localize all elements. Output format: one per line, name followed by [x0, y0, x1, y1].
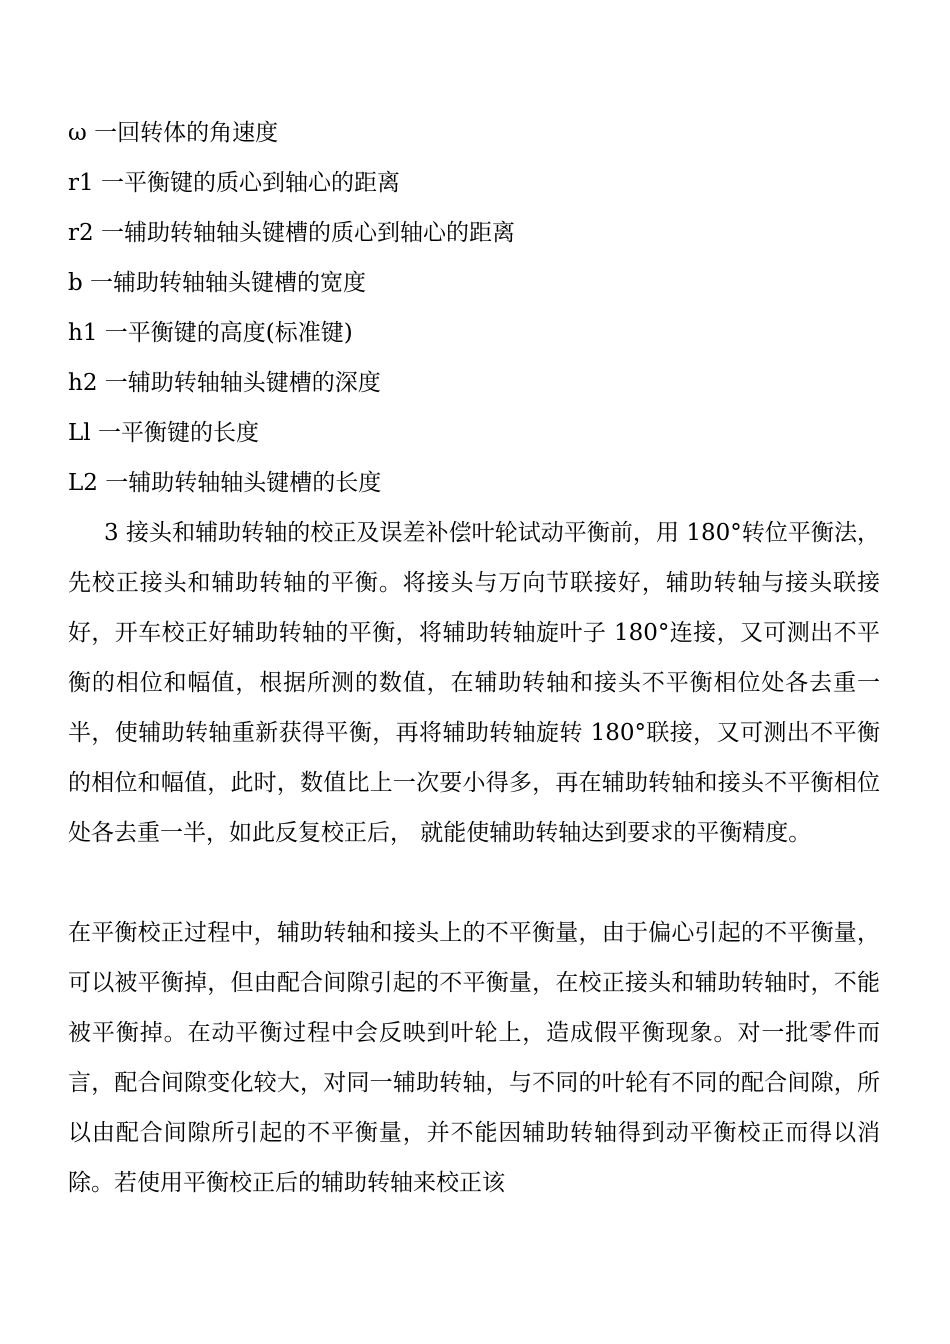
paragraph-calibration: 3 接头和辅助转轴的校正及误差补偿叶轮试动平衡前，用 180°转位平衡法，先校正接头和辅助转轴的平衡。将接头与万向节联接好，辅助转轴与接头联接好，开车校正好辅助转轴的平衡，将辅助转轴旋叶子 180°连接，又可测出不平衡的相位和幅值，根据所测的数值，在辅助转轴和接头不平衡相位处各去重一半，使辅助转轴重新获得平衡，再将辅助转轴旋转 180°联接，又可测出不平衡的相位和幅值，此时，数值比上一次要小得多，再在辅助转轴和接头不平衡相位处各去重一半，如此反复校正后， 就能使辅助转轴达到要求的平衡精度。: [68, 520, 880, 846]
definition-l1: Ll 一平衡键的长度: [68, 420, 259, 446]
definition-l2: L2 一辅助转轴轴头键槽的长度: [68, 470, 382, 496]
definition-omega: ω 一回转体的角速度: [68, 120, 279, 146]
paragraph-balancing-process: 在平衡校正过程中，辅助转轴和接头上的不平衡量，由于偏心引起的不平衡量，可以被平衡掉，但由配合间隙引起的不平衡量，在校正接头和辅助转轴时，不能被平衡掉。在动平衡过程中会反映到叶轮上，造成假平衡现象。对一批零件而言，配合间隙变化较大，对同一辅助转轴，与不同的叶轮有不同的配合间隙，所以由配合间隙所引起的不平衡量，并不能因辅助转轴得到动平衡校正而得以消除。若使用平衡校正后的辅助转轴来校正该: [68, 920, 880, 1196]
symbol-definitions: [68, 108, 888, 508]
definition-r1: r1 一平衡键的质心到轴心的距离: [68, 170, 400, 196]
definition-h2: h2 一辅助转轴轴头键槽的深度: [68, 370, 381, 396]
definition-r2: r2 一辅助转轴轴头键槽的质心到轴心的距离: [68, 220, 515, 246]
definition-b: b 一辅助转轴轴头键槽的宽度: [68, 270, 367, 296]
definition-h1: h1 一平衡键的高度(标准键): [68, 320, 353, 346]
